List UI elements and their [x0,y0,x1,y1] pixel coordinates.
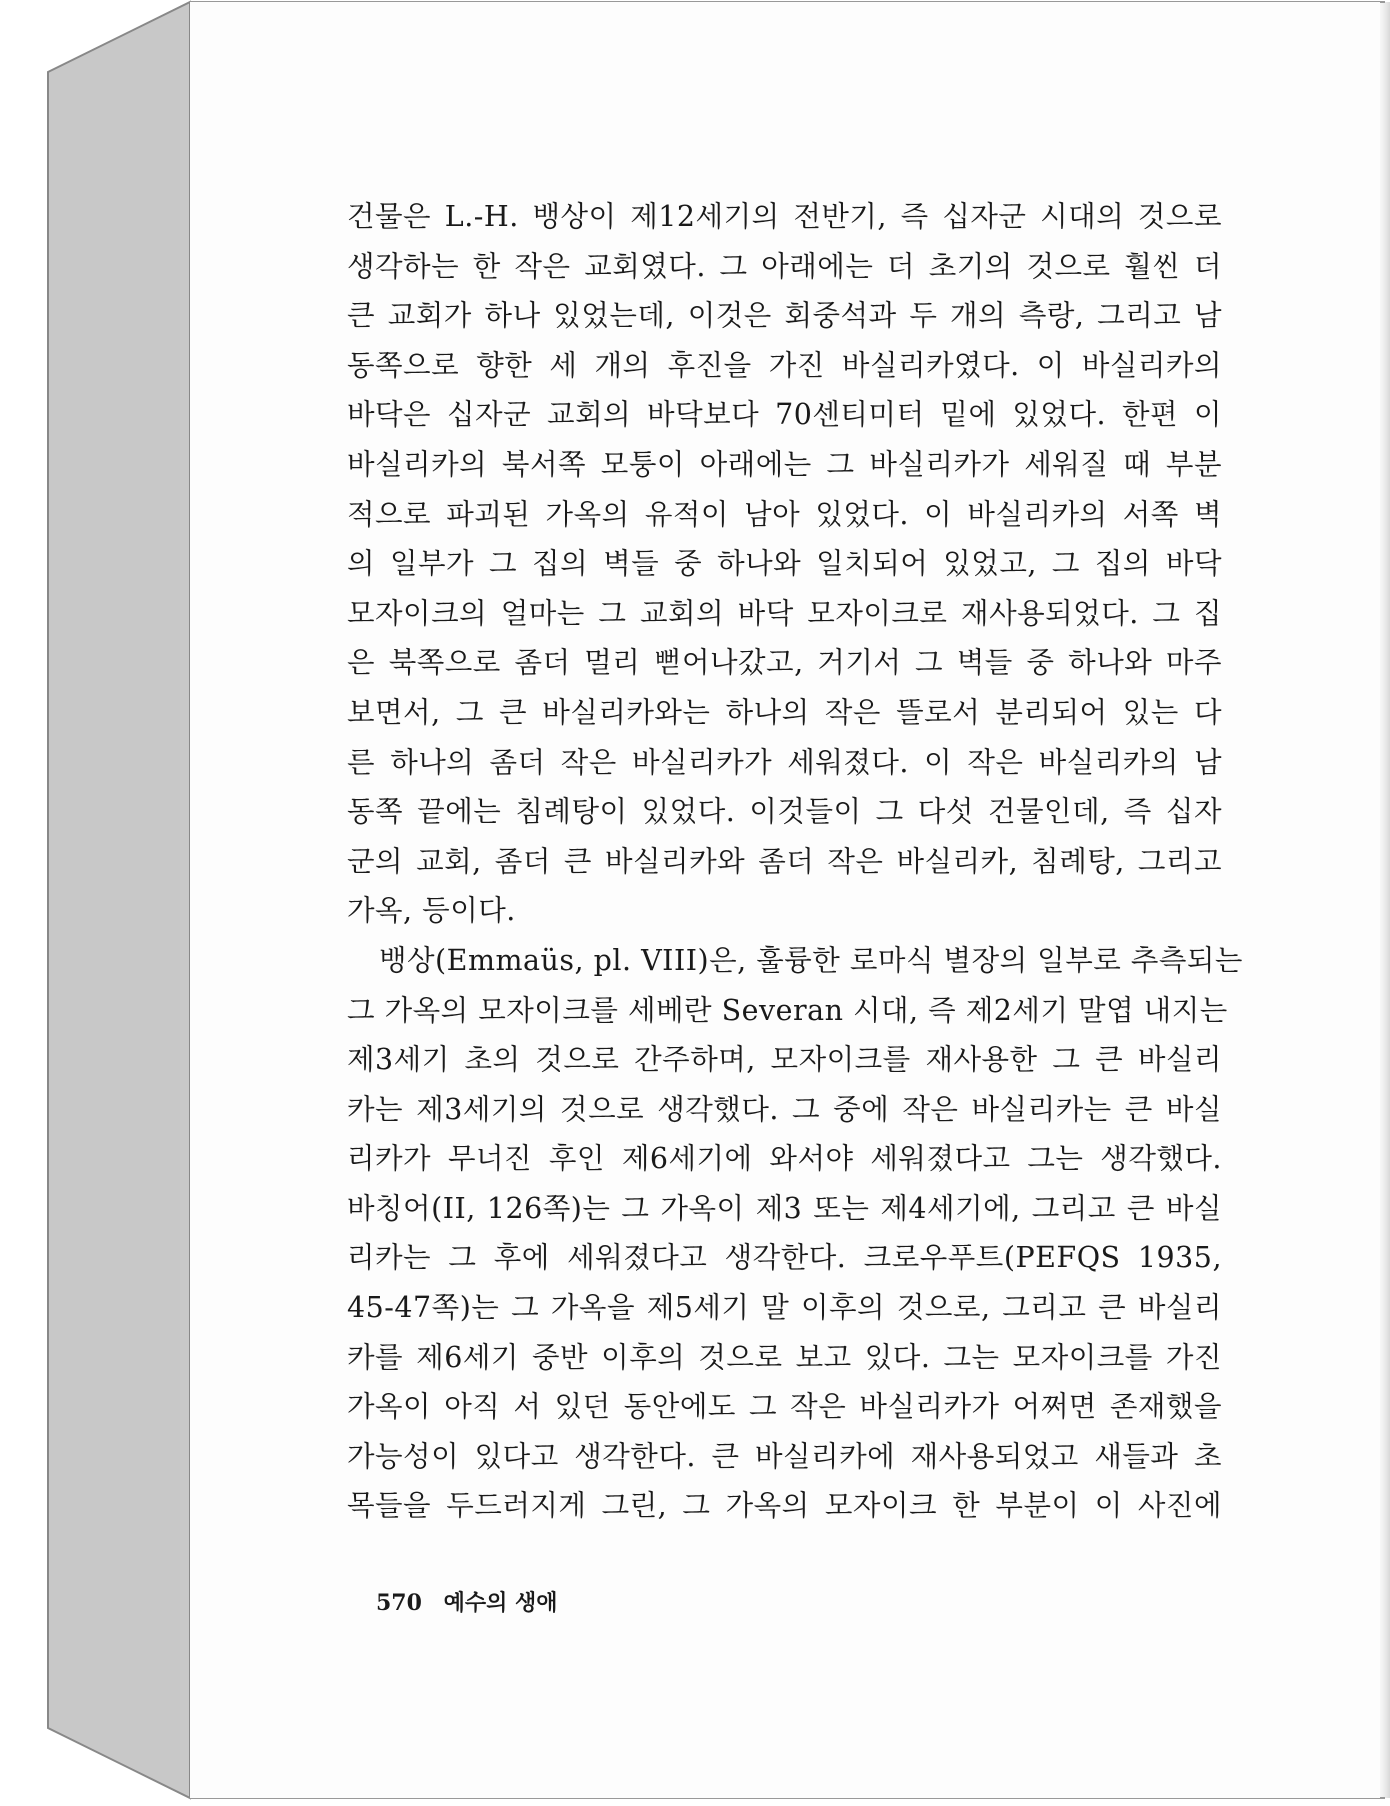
text-line: 은 북쪽으로 좀더 멀리 뻗어나갔고, 거기서 그 벽들 중 하나와 마주 [347,646,1222,680]
text-line: 의 일부가 그 집의 벽들 중 하나와 일치되어 있었고, 그 집의 바닥 [347,547,1222,581]
book-spine [48,2,190,1798]
text-line: 제3세기 초의 것으로 간주하며, 모자이크를 재사용한 그 큰 바실리 [347,1043,1222,1077]
text-line: 군의 교회, 좀더 큰 바실리카와 좀더 작은 바실리카, 침례탕, 그리고 [347,844,1222,878]
text-line: 가능성이 있다고 생각한다. 큰 바실리카에 재사용되었고 새들과 초 [347,1439,1222,1473]
text-line: 른 하나의 좀더 작은 바실리카가 세워졌다. 이 작은 바실리카의 남 [347,745,1222,779]
text-line: 바칭어(II, 126쪽)는 그 가옥이 제3 또는 제4세기에, 그리고 큰 바실 [347,1191,1222,1225]
running-title: 예수의 생애 [443,1590,558,1616]
text-line: 리카가 무너진 후인 제6세기에 와서야 세워졌다고 그는 생각했다. [347,1142,1222,1176]
paragraph-1 [347,192,1222,936]
text-line: 보면서, 그 큰 바실리카와는 하나의 작은 뜰로서 분리되어 있는 다 [347,695,1222,729]
text-line: 적으로 파괴된 가옥의 유적이 남아 있었다. 이 바실리카의 서쪽 벽 [347,497,1222,531]
text-line: 바닥은 십자군 교회의 바닥보다 70센티미터 밑에 있었다. 한편 이 [347,398,1222,432]
text-line: 건물은 L.-H. 뱅상이 제12세기의 전반기, 즉 십자군 시대의 것으로 [347,200,1222,233]
text-line: 리카는 그 후에 세워졌다고 생각한다. 크로우푸트(PEFQS 1935, [347,1241,1222,1275]
paragraph-2 [347,936,1243,1531]
text-line: 카는 제3세기의 것으로 생각했다. 그 중에 작은 바실리카는 큰 바실 [347,1092,1222,1126]
text-line: 목들을 두드러지게 그린, 그 가옥의 모자이크 한 부분이 이 사진에 [347,1489,1222,1523]
text-line: 카를 제6세기 중반 이후의 것으로 보고 있다. 그는 모자이크를 가진 [347,1340,1222,1374]
text-line: 동쪽으로 향한 세 개의 후진을 가진 바실리카였다. 이 바실리카의 [347,348,1222,382]
text-line: 동쪽 끝에는 침례탕이 있었다. 이것들이 그 다섯 건물인데, 즉 십자 [347,795,1222,829]
text-line: 생각하는 한 작은 교회였다. 그 아래에는 더 초기의 것으로 훨씬 더 [347,249,1222,283]
text-line: 큰 교회가 하나 있었는데, 이것은 회중석과 두 개의 측랑, 그리고 남 [347,299,1222,333]
page-number: 570 [376,1590,422,1616]
text-line: 그 가옥의 모자이크를 세베란 Severan 시대, 즉 제2세기 말엽 내지는 [347,993,1228,1027]
text-line: 뱅상(Emmaüs, pl. VIII)은, 훌륭한 로마식 별장의 일부로 추측되는 [379,943,1243,977]
text-line: 가옥이 아직 서 있던 동안에도 그 작은 바실리카가 어쩌면 존재했을 [347,1390,1222,1424]
text-line: 45-47쪽)는 그 가옥을 제5세기 말 이후의 것으로, 그리고 큰 바실리 [347,1291,1222,1325]
page-footer [376,1586,572,1617]
text-line: 모자이크의 얼마는 그 교회의 바닥 모자이크로 재사용되었다. 그 집 [347,596,1222,630]
body-text [347,192,1243,1531]
text-line: 바실리카의 북서쪽 모퉁이 아래에는 그 바실리카가 세워질 때 부분 [347,447,1222,481]
text-line: 가옥, 등이다. [347,894,516,928]
